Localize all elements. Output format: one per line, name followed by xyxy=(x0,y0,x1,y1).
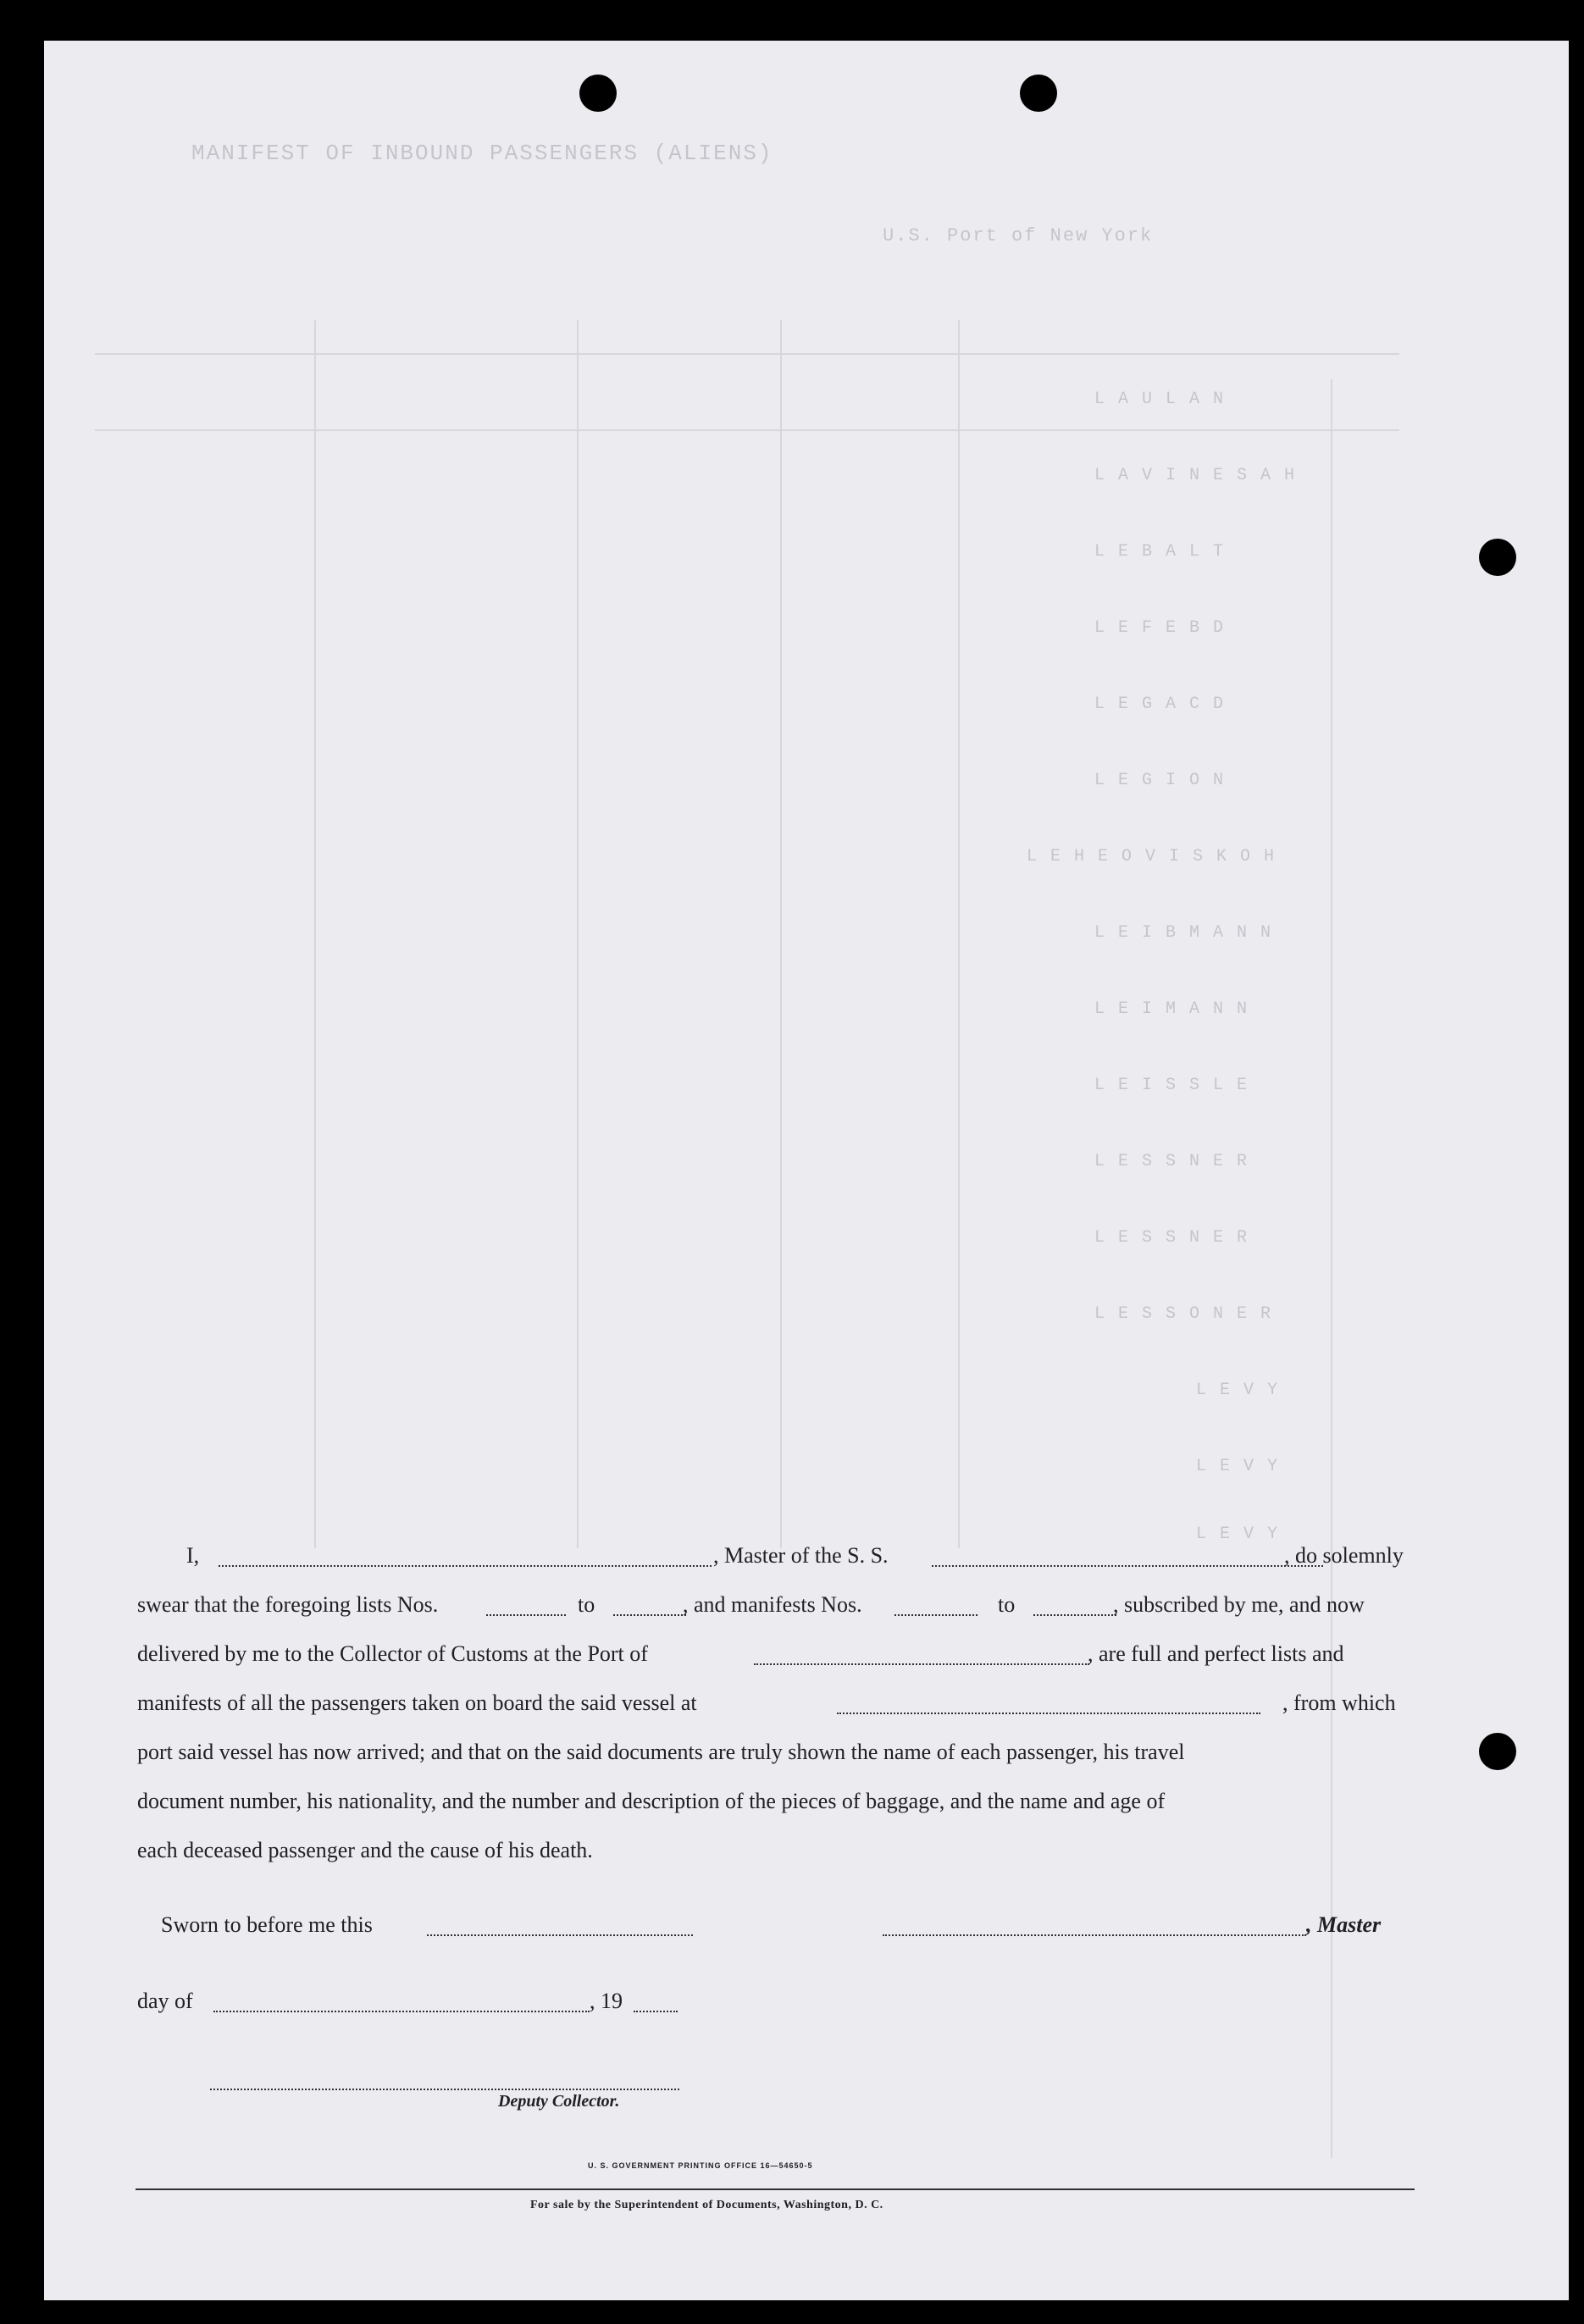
sworn-label: Sworn to before me this xyxy=(161,1912,373,1937)
master-of-label: , Master of the S. S. xyxy=(713,1543,889,1568)
to-label: to xyxy=(998,1592,1016,1617)
faded-row-name: L E S S O N E R xyxy=(1094,1304,1273,1324)
faded-row-name: L E I M A N N xyxy=(1094,999,1249,1019)
master-label: , Master xyxy=(1306,1912,1382,1937)
faded-row-name: L E S S N E R xyxy=(1094,1228,1249,1248)
year-field[interactable] xyxy=(634,2011,678,2012)
faded-row-name: L E F E B D xyxy=(1094,618,1226,638)
footer-rule xyxy=(136,2188,1415,2190)
faded-row-name: L E V Y xyxy=(1196,1524,1280,1544)
oath-line-4: manifests of all the passengers taken on board the said vessel at xyxy=(137,1690,697,1715)
oath-line-5: port said vessel has now arrived; and that on the said documents are truly shown the name of each passenger, his travel xyxy=(137,1740,1185,1764)
master-signature-field[interactable] xyxy=(883,1934,1306,1936)
oath-line-2: swear that the foregoing lists Nos. xyxy=(137,1592,439,1617)
list-no-from-field[interactable] xyxy=(486,1614,566,1616)
oath-line-4-suffix: , from which xyxy=(1282,1690,1396,1715)
faded-row-name: L E I S S L E xyxy=(1094,1076,1249,1095)
oath-line-6: document number, his nationality, and the number and description of the pieces of baggage, and the name and age of xyxy=(137,1789,1166,1813)
for-sale-notice: For sale by the Superintendent of Documents, Washington, D. C. xyxy=(530,2199,883,2211)
year-prefix: , 19 xyxy=(590,1989,623,2013)
gpo-imprint: U. S. GOVERNMENT PRINTING OFFICE 16—54650-5 xyxy=(588,2161,813,2170)
faded-row-name: L E G A C D xyxy=(1094,694,1226,714)
master-name-field[interactable] xyxy=(219,1565,712,1567)
ship-name-field[interactable] xyxy=(932,1565,1323,1567)
sworn-date-field[interactable] xyxy=(427,1934,693,1936)
faded-row-name: L E B A L T xyxy=(1094,542,1226,562)
to-label: to xyxy=(578,1592,595,1617)
manifests-label: , and manifests Nos. xyxy=(683,1592,862,1617)
oath-i: I, xyxy=(186,1543,200,1568)
manifest-page xyxy=(44,41,1569,2300)
faded-row-name: L E H E O V I S K O H xyxy=(1027,847,1277,866)
departure-port-field[interactable] xyxy=(837,1713,1260,1714)
faded-row-name: L A U L A N xyxy=(1094,390,1226,409)
faded-row-name: L A V I N E S A H xyxy=(1094,466,1297,485)
deputy-collector-signature-field[interactable] xyxy=(210,2089,679,2090)
day-of-month-field[interactable] xyxy=(213,2011,590,2012)
day-of-label: day of xyxy=(137,1989,193,2013)
do-solemnly-text: , do solemnly xyxy=(1284,1543,1404,1568)
faded-row-name: L E V Y xyxy=(1196,1457,1280,1476)
faded-row-name: L E S S N E R xyxy=(1094,1152,1249,1171)
faded-row-name: L E V Y xyxy=(1196,1381,1280,1400)
faded-row-name: L E I B M A N N xyxy=(1094,923,1273,943)
manifest-no-from-field[interactable] xyxy=(894,1614,978,1616)
faded-manifest-title: MANIFEST OF INBOUND PASSENGERS (ALIENS) xyxy=(191,141,773,166)
oath-line-2-suffix: , subscribed by me, and now xyxy=(1113,1592,1365,1617)
faded-port-heading: U.S. Port of New York xyxy=(883,225,1154,246)
bleed-through-grid xyxy=(44,41,1569,2300)
faded-row-name: L E G I O N xyxy=(1094,771,1226,790)
list-no-to-field[interactable] xyxy=(613,1614,686,1616)
oath-line-3: delivered by me to the Collector of Customs at the Port of xyxy=(137,1641,648,1666)
port-of-field[interactable] xyxy=(754,1663,1089,1665)
deputy-collector-label: Deputy Collector. xyxy=(498,2092,620,2111)
oath-line-7: each deceased passenger and the cause of his death. xyxy=(137,1838,593,1862)
manifest-no-to-field[interactable] xyxy=(1033,1614,1116,1616)
oath-line-3-suffix: , are full and perfect lists and xyxy=(1088,1641,1344,1666)
